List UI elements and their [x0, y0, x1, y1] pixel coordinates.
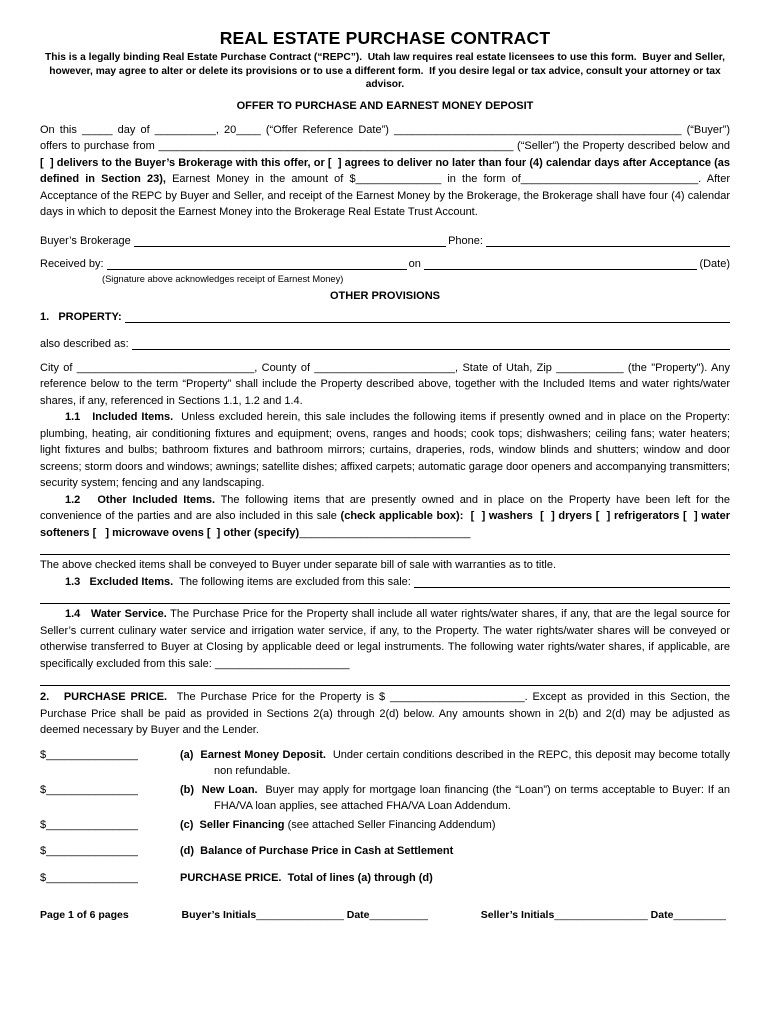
- price-row-c: [40, 817, 730, 834]
- phone-blank: [486, 233, 730, 247]
- buyers-date-blank: __________: [369, 909, 428, 922]
- price-row-c-text: (c) Seller Financing (see attached Seller Financing Addendum): [180, 818, 496, 831]
- amount-blank-b: $_______________: [40, 783, 138, 796]
- other-provisions-heading: OTHER PROVISIONS: [329, 289, 441, 302]
- date-label: (Date): [699, 258, 730, 271]
- other-included-items-paragraph: 1.2 Other Included Items. The following items that are presently owned and in place on the Property have been left for the convenience of the parties and are also included in this sale (check applicable box): [ ] washers [ ] dryers [ ] refrigerators [ ] water softeners [ ] microwave ovens [ ] other (specify)____________________________: [40, 493, 730, 539]
- blank-field-line: [40, 541, 730, 555]
- price-row-d: [40, 843, 730, 860]
- received-by-label: Received by:: [40, 258, 104, 271]
- received-signature-blank: [107, 256, 407, 270]
- buyers-brokerage-label: Buyer’s Brokerage: [40, 234, 131, 247]
- buyers-date-label: Date: [343, 909, 370, 922]
- blank-field-line: [40, 672, 730, 686]
- purchase-price-breakdown: [40, 747, 730, 887]
- amount-blank-d: $_______________: [40, 845, 138, 858]
- buyers-brokerage-row: [40, 233, 730, 250]
- also-described-blank: [132, 336, 730, 350]
- price-row-a-text: (a) Earnest Money Deposit. Under certain conditions described in the REPC, this deposit may become totally non refundable.: [180, 748, 730, 777]
- offer-paragraph: On this _____ day of __________, 20____ (“Offer Reference Date”) _______________________________________________ (“Buyer”) offers to purchase from __________________________________________________________ (“Seller”) the Property described below and [ ] delivers to the Buyer’s Brokerage with this offer, or [ ] agrees to deliver no later than four (4) calendar days after Acceptance (as defined in Section 23), Earnest Money in the amount of $______________ in the form of_____________________________. After Acceptance of the REPC by Buyer and Seller, and receipt of the Earnest Money by the Brokerage, the Brokerage shall have four (4) calendar days in which to deposit the Earnest Money into the Brokerage Real Estate Trust Account.: [40, 123, 730, 219]
- price-row-b-text: (b) New Loan. Buyer may apply for mortgage loan financing (the “Loan”) on terms acceptable to Buyer: If an FHA/VA loan applies, see attached FHA/VA Loan Addendum.: [180, 783, 730, 812]
- amount-blank-c: $_______________: [40, 818, 138, 831]
- price-row-a: [40, 747, 730, 779]
- amount-blank-a: $_______________: [40, 748, 138, 761]
- conveyed-note: The above checked items shall be conveyed to Buyer under separate bill of sale with warranties as to title.: [40, 559, 557, 572]
- page-number: Page 1 of 6 pages: [40, 909, 129, 922]
- intro-text: This is a legally binding Real Estate Purchase Contract (“REPC”). Utah law requires real estate licensees to use this form. Buyer and Seller, however, may agree to alter or delete its provisions or to use a different form. If you desire legal or tax advice, consult your attorney or tax advisor.: [45, 52, 725, 91]
- on-label: on: [408, 258, 421, 271]
- price-row-b: [40, 782, 730, 814]
- seller-initials-group: [481, 908, 726, 922]
- also-described-row: [40, 336, 730, 353]
- city-county-paragraph: City of _____________________________, County of _______________________, State of Utah, Zip ___________ (the "Property"). Any reference below to the term “Property” shall include the Property described above, together with the Included Items and water rights/water shares, if any, referenced in Sections 1.1, 1.2 and 1.4.: [40, 361, 730, 407]
- page-footer: [40, 908, 730, 922]
- received-by-row: [40, 256, 730, 273]
- buyers-initials-label: Buyer’s Initials: [181, 909, 257, 922]
- purchase-price-paragraph: 2. PURCHASE PRICE. The Purchase Price for the Property is $ ______________________. Except as provided in this Section, the Purchase Price shall be paid as provided in Sections 2(a) through 2(d) below. Any amounts shown in 2(b) and 2(d) may be adjusted as deemed necessary by Buyer and the Lender.: [40, 691, 730, 737]
- property-blank: [125, 309, 730, 323]
- signature-note: (Signature above acknowledges receipt of Earnest Money): [102, 273, 344, 284]
- price-row-d-text: (d) Balance of Purchase Price in Cash at Settlement: [180, 845, 454, 858]
- sellers-date-label: Date: [647, 909, 674, 922]
- excluded-items-text: The following items are excluded from this sale:: [173, 575, 411, 588]
- amount-blank-total: $_______________: [40, 871, 138, 884]
- sellers-initials-label: Seller’s Initials: [480, 909, 555, 922]
- buyers-brokerage-blank: [134, 233, 446, 247]
- included-items-paragraph: 1.1 Included Items. Unless excluded herein, this sale includes the following items if presently owned and in place on the Property: plumbing, heating, air conditioning fixtures and equipment; ovens, ranges and hoods; cook tops; dishwashers; ceiling fans; water heaters; light fixtures and bulbs; bathroom fixtures and bathroom mirrors; curtains, draperies, rods, window blinds and shutters; window and door screens; storm doors and windows; awnings; satellite dishes; affixed carpets; automatic garage door openers and accompanying transmitters; security system; fencing and any landscaping.: [40, 411, 730, 490]
- excluded-items-row: [40, 574, 730, 591]
- buyer-initials-group: [182, 908, 428, 922]
- buyers-initials-blank: _______________: [256, 909, 344, 922]
- received-date-blank: [424, 256, 698, 270]
- price-row-total-text: PURCHASE PRICE. Total of lines (a) through (d): [180, 871, 433, 884]
- also-described-label: also described as:: [40, 338, 129, 351]
- blank-field-line: [40, 590, 730, 604]
- property-section-label: 1. PROPERTY:: [40, 310, 122, 323]
- page-title: REAL ESTATE PURCHASE CONTRACT: [219, 28, 551, 48]
- phone-label: Phone:: [448, 234, 483, 247]
- excluded-items-blank: [414, 574, 730, 588]
- offer-heading: OFFER TO PURCHASE AND EARNEST MONEY DEPOSIT: [236, 99, 534, 112]
- price-row-total: [40, 870, 730, 887]
- excluded-items-label: 1.3 Excluded Items.: [65, 575, 174, 588]
- sellers-initials-blank: ________________: [554, 909, 648, 922]
- water-service-paragraph: 1.4 Water Service. The Purchase Price for the Property shall include all water rights/water shares, if any, that are the legal source for Seller’s current culinary water service and irrigation water service, if any, to the Property. The water rights/water shares will be conveyed or otherwise transferred to Buyer at Closing by applicable deed or legal instruments. The following water rights/water shares, if applicable, are specifically excluded from this sale: ______________________: [40, 608, 731, 670]
- property-section-row: [40, 309, 730, 326]
- sellers-date-blank: _________: [673, 909, 726, 922]
